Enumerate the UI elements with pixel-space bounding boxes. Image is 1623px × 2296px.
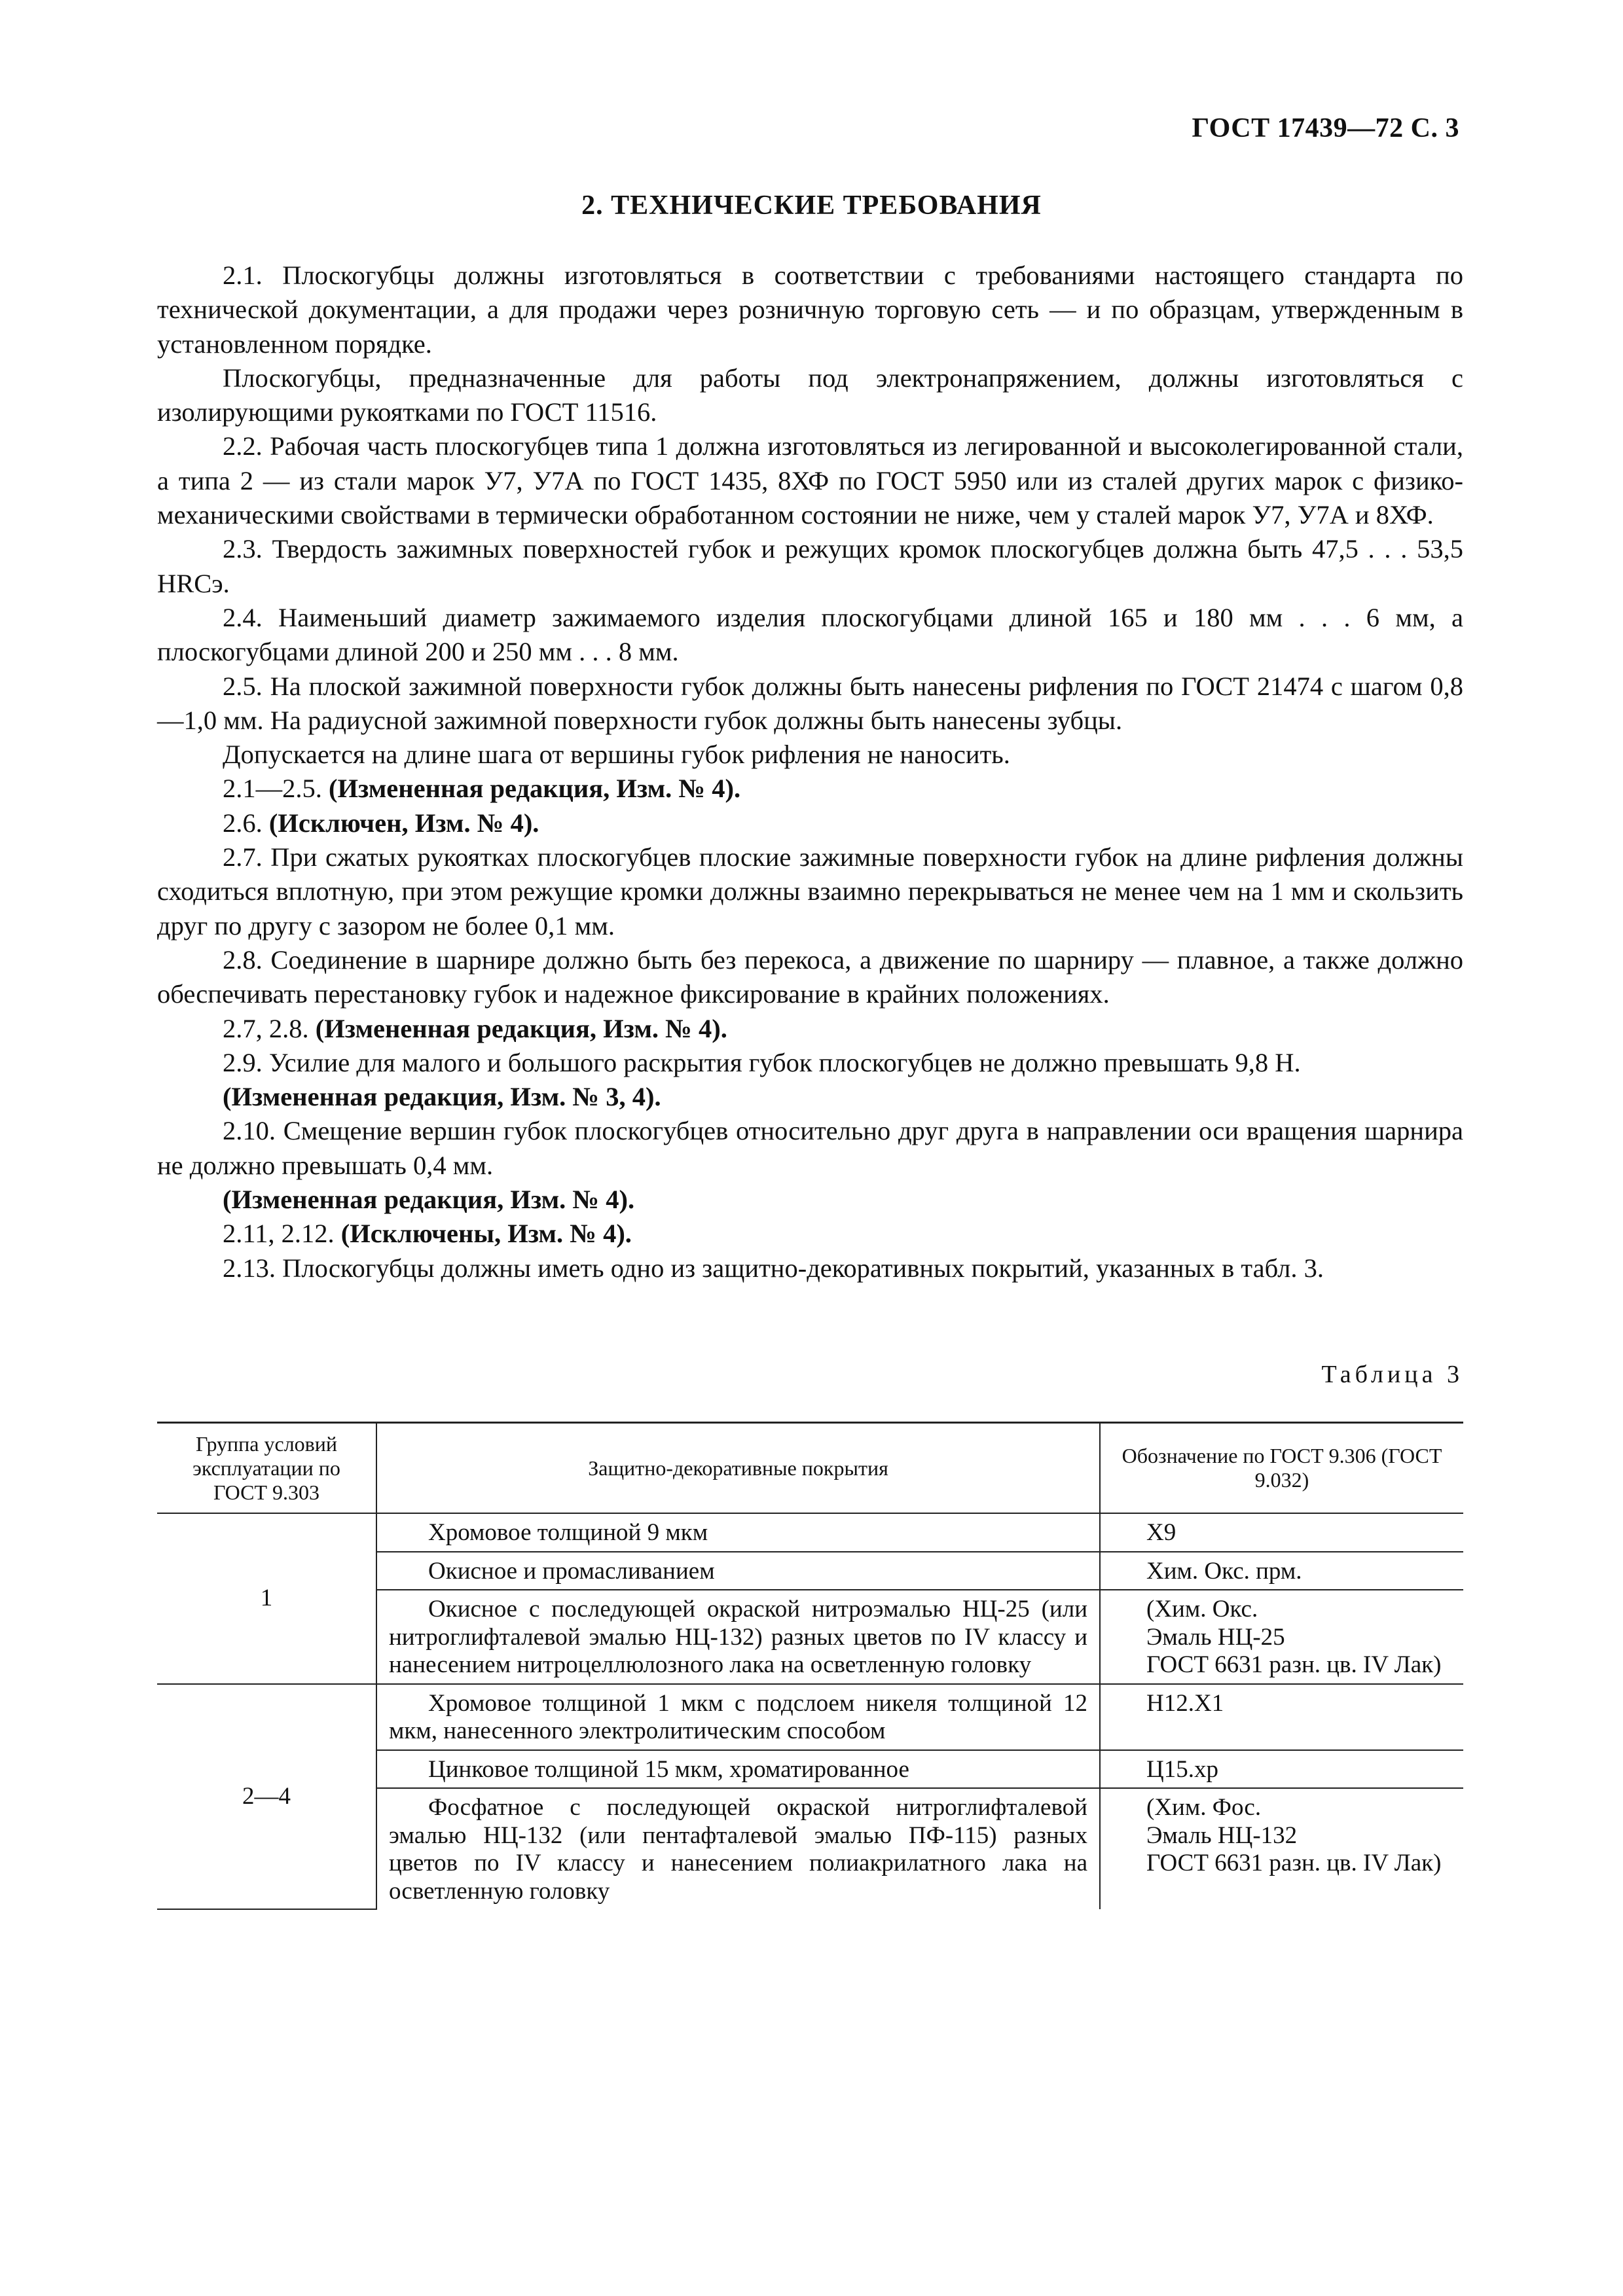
section-title: 2. ТЕХНИЧЕСКИЕ ТРЕБОВАНИЯ: [581, 190, 1042, 221]
coating-cell: Фосфатное с последующей окраской нитроглифталевой эмалью НЦ-132 (или пентафталевой эмалью ПФ-115) разных цветов по IV классу и нанесением полиакрилатного лака на осветленную головку: [376, 1788, 1100, 1909]
designation-cell: Н12.Х1: [1100, 1684, 1463, 1750]
body-text: [157, 259, 1463, 1285]
column-header: Защитно-декоративные покрытия: [376, 1423, 1100, 1514]
amendment-note: 2.7, 2.8. (Измененная редакция, Изм. № 4).: [223, 1013, 727, 1043]
designation-cell: Ц15.хр: [1100, 1750, 1463, 1789]
coating-cell: Хромовое толщиной 1 мкм с подслоем никеля толщиной 12 мкм, нанесенного электролитическим способом: [376, 1684, 1100, 1750]
paragraph: Плоскогубцы, предназначенные для работы под электронапряжением, должны изготовляться с изолирующими рукоятками по ГОСТ 11516.: [157, 363, 1463, 427]
paragraph: 2.5. На плоской зажимной поверхности губок должны быть нанесены рифления по ГОСТ 21474 с шагом 0,8—1,0 мм. На радиусной зажимной поверхности губок должны быть нанесены зубцы.: [157, 671, 1463, 735]
coating-cell: Хромовое толщиной 9 мкм: [376, 1513, 1100, 1552]
paragraph: Допускается на длине шага от вершины губок рифления не наносить.: [223, 740, 1010, 770]
table-row: [157, 1684, 1463, 1750]
paragraph: 2.13. Плоскогубцы должны иметь одно из защитно-декоративных покрытий, указанных в табл. 3.: [223, 1253, 1324, 1283]
amendment-note: (Измененная редакция, Изм. № 3, 4).: [223, 1082, 661, 1112]
table-row: [157, 1513, 1463, 1552]
designation-cell: Хим. Окс. прм.: [1100, 1552, 1463, 1590]
column-header: Обозначение по ГОСТ 9.306 (ГОСТ 9.032): [1100, 1423, 1463, 1514]
table-header-row: [157, 1423, 1463, 1514]
paragraph: 2.1. Плоскогубцы должны изготовляться в соответствии с требованиями настоящего стандарта по технической документации, а для продажи через розничную торговую сеть — и по образцам, утвержденным в установленном порядке.: [157, 260, 1463, 359]
coating-cell: Цинковое толщиной 15 мкм, хроматированное: [376, 1750, 1100, 1789]
designation-cell: Х9: [1100, 1513, 1463, 1552]
amendment-note: (Измененная редакция, Изм. № 4).: [223, 1185, 635, 1215]
coating-cell: Окисное и промасливанием: [376, 1552, 1100, 1590]
paragraph: 2.4. Наименьший диаметр зажимаемого изделия плоскогубцами длиной 165 и 180 мм . . . 6 мм, а плоскогубцами длиной 200 и 250 мм . . . 8 мм.: [157, 602, 1463, 667]
group-cell: 1: [157, 1513, 376, 1684]
amendment-note: 2.6. (Исключен, Изм. № 4).: [223, 808, 539, 838]
designation-cell: (Хим. Окс. Эмаль НЦ-25 ГОСТ 6631 разн. цв. IV Лак): [1100, 1590, 1463, 1684]
coating-cell: Окисное с последующей окраской нитроэмалью НЦ-25 (или нитроглифталевой эмалью НЦ-132) разных цветов по IV классу и нанесением нитроцеллюлозного лака на осветленную головку: [376, 1590, 1100, 1684]
paragraph: 2.10. Смещение вершин губок плоскогубцев относительно друг друга в направлении оси вращения шарнира не должно превышать 0,4 мм.: [157, 1116, 1463, 1180]
group-cell: 2—4: [157, 1684, 376, 1910]
paragraph: 2.7. При сжатых рукоятках плоскогубцев плоские зажимные поверхности губок на длине рифления должны сходиться вплотную, при этом режущие кромки должны взаимно перекрываться не менее чем на 1 мм и скользить друг по другу с зазором не более 0,1 мм.: [157, 842, 1463, 941]
column-header: Группа условий эксплуатации по ГОСТ 9.303: [157, 1423, 376, 1514]
paragraph: 2.8. Соединение в шарнире должно быть без перекоса, а движение по шарниру — плавное, а также должно обеспечивать перестановку губок и надежное фиксирование в крайних положениях.: [157, 944, 1463, 1009]
coatings-table: [157, 1422, 1463, 1910]
paragraph: 2.2. Рабочая часть плоскогубцев типа 1 должна изготовляться из легированной и высоколегированной стали, а типа 2 — из стали марок У7, У7А по ГОСТ 1435, 8ХФ по ГОСТ 5950 или из сталей других марок с физико-механическими свойствами в термически обработанном состоянии не ниже, чем у сталей марок У7, У7А и 8ХФ.: [157, 431, 1463, 530]
page-header: ГОСТ 17439—72 С. 3: [1192, 113, 1459, 143]
amendment-note: 2.11, 2.12. (Исключены, Изм. № 4).: [223, 1219, 632, 1249]
paragraph: 2.9. Усилие для малого и большого раскрытия губок плоскогубцев не должно превышать 9,8 Н.: [223, 1047, 1301, 1077]
table-caption: Таблица 3: [1321, 1361, 1463, 1388]
amendment-note: 2.1—2.5. (Измененная редакция, Изм. № 4).: [223, 774, 741, 804]
designation-cell: (Хим. Фос. Эмаль НЦ-132 ГОСТ 6631 разн. цв. IV Лак): [1100, 1788, 1463, 1909]
paragraph: 2.3. Твердость зажимных поверхностей губок и режущих кромок плоскогубцев должна быть 47,5 . . . 53,5 HRCэ.: [157, 534, 1463, 598]
